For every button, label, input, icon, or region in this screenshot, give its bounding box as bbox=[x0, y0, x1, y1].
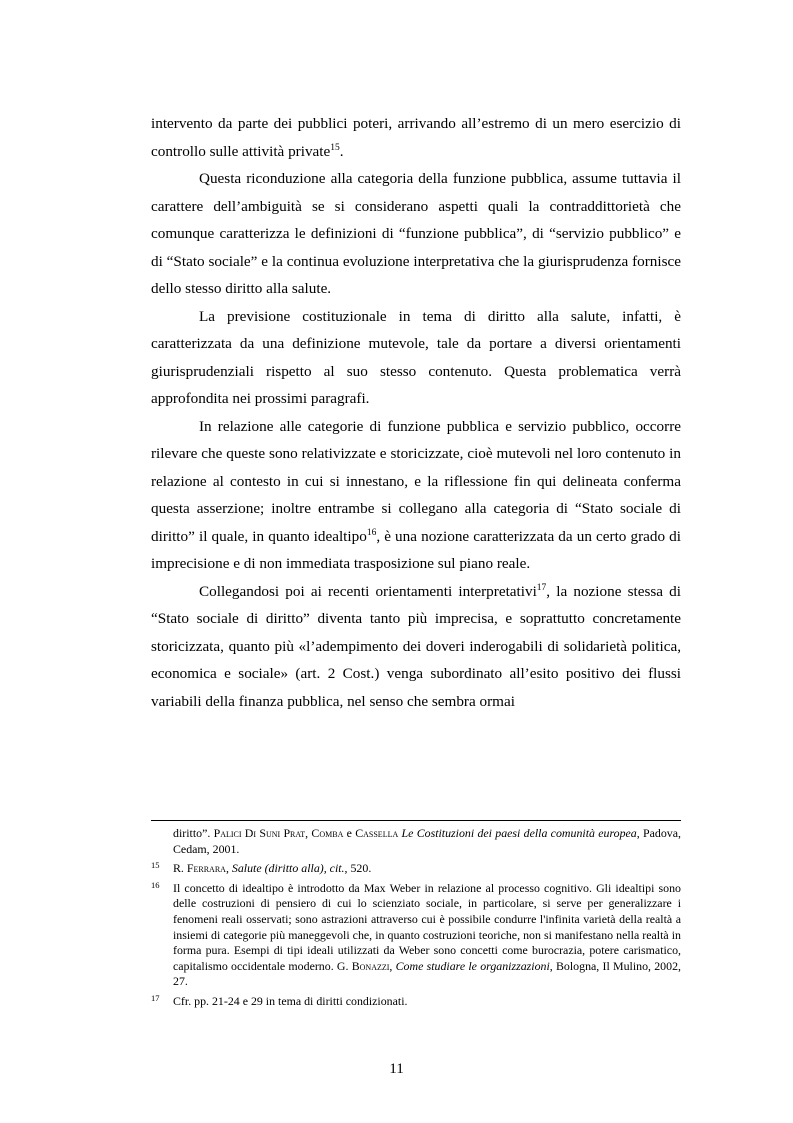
footnote-15: 15 R. Ferrara, Salute (diritto alla), cit., 520. bbox=[151, 860, 372, 876]
footnote-continuation: diritto”. Palici Di Suni Prat, Comba e Cassella Le Costituzioni dei paesi della comunità europea, Padova, Cedam, 2001. bbox=[173, 826, 681, 856]
footnote-16: 16 Il concetto di idealtipo è introdotto da Max Weber in relazione al processo cognitivo. Gli idealtipi sono delle costruzioni di pensiero di cui lo scienziato sociale, in particolare, si serve per generalizzare i fenomeni reali osservati; sono astrazioni attraverso cui è possibile condurre l'infinita varietà della realtà a insiemi di categorie più maneggevoli che, in quanto costruzioni teoriche, non si manifestano nella realtà in forma pura. Esempi di tipi ideali utilizzati da Weber sono concetti come burocrazia, potere carismatico, capitalismo occidentale moderno. G. Bonazzi, Come studiare le organizzazioni, Bologna, Il Mulino, 2002, 27. bbox=[151, 879, 681, 989]
page-number: 11 bbox=[389, 1060, 404, 1077]
footnote-number: 15 bbox=[151, 860, 160, 871]
paragraph-3: La previsione costituzionale in tema di diritto alla salute, infatti, è caratterizzata da una definizione mutevole, tale da portare a diversi orientamenti giurisprudenziali rispetto al suo stesso contenuto. Questa problematica verrà approfondita nei prossimi paragrafi. bbox=[151, 307, 681, 407]
footnotes bbox=[151, 826, 681, 1014]
footnote-17: 17 Cfr. pp. 21-24 e 29 in tema di diritti condizionati. bbox=[151, 992, 408, 1008]
paragraph-2: Questa riconduzione alla categoria della funzione pubblica, assume tuttavia il carattere dell’ambiguità se si considerano aspetti quali la contraddittorietà che comunque caratterizza le definizioni di “funzione pubblica”, di “servizio pubblico” e di “Stato sociale” e la continua evoluzione interpretativa che la giurisprudenza fornisce dello stesso diritto alla salute. bbox=[151, 170, 681, 297]
footnote-ref-16[interactable]: 16 bbox=[366, 527, 377, 538]
footnote-separator bbox=[151, 820, 681, 821]
footnote-number: 16 bbox=[151, 879, 160, 890]
footnote-number: 17 bbox=[151, 992, 160, 1003]
paragraph-4: In relazione alle categorie di funzione pubblica e servizio pubblico, occorre rilevare che queste sono relativizzate e storicizzate, cioè mutevoli nel loro contenuto in relazione al contesto in cui si innestano, e la riflessione fin qui delineata conferma questa asserzione; inoltre entrambe si collegano alla categoria di “Stato sociale di diritto” il quale, in quanto idealtipo$^{16}$, è una nozione caratterizzata da un certo grado di imprecisione e di non immediata trasposizione sul piano reale. bbox=[151, 417, 681, 572]
paragraph-5: Collegandosi poi ai recenti orientamenti interpretativi$^{17}$, la nozione stessa di “Stato sociale di diritto” diventa tanto più imprecisa, e soprattutto concretamente storicizzata, quanto più «l’adempimento dei doveri inderogabili di solidarietà politica, economica e sociale» (art. 2 Cost.) venga subordinato all’esito positivo dei flussi variabili della finanza pubblica, nel senso che sembra ormai bbox=[151, 582, 681, 710]
paragraph-1: intervento da parte dei pubblici poteri, arrivando all’estremo di un mero esercizio di controllo sulle attività private$^{15}$. bbox=[151, 115, 681, 160]
body-text bbox=[151, 110, 681, 715]
footnote-ref-17[interactable]: 17 bbox=[536, 582, 547, 593]
footnote-ref-15[interactable]: 15 bbox=[330, 142, 340, 153]
